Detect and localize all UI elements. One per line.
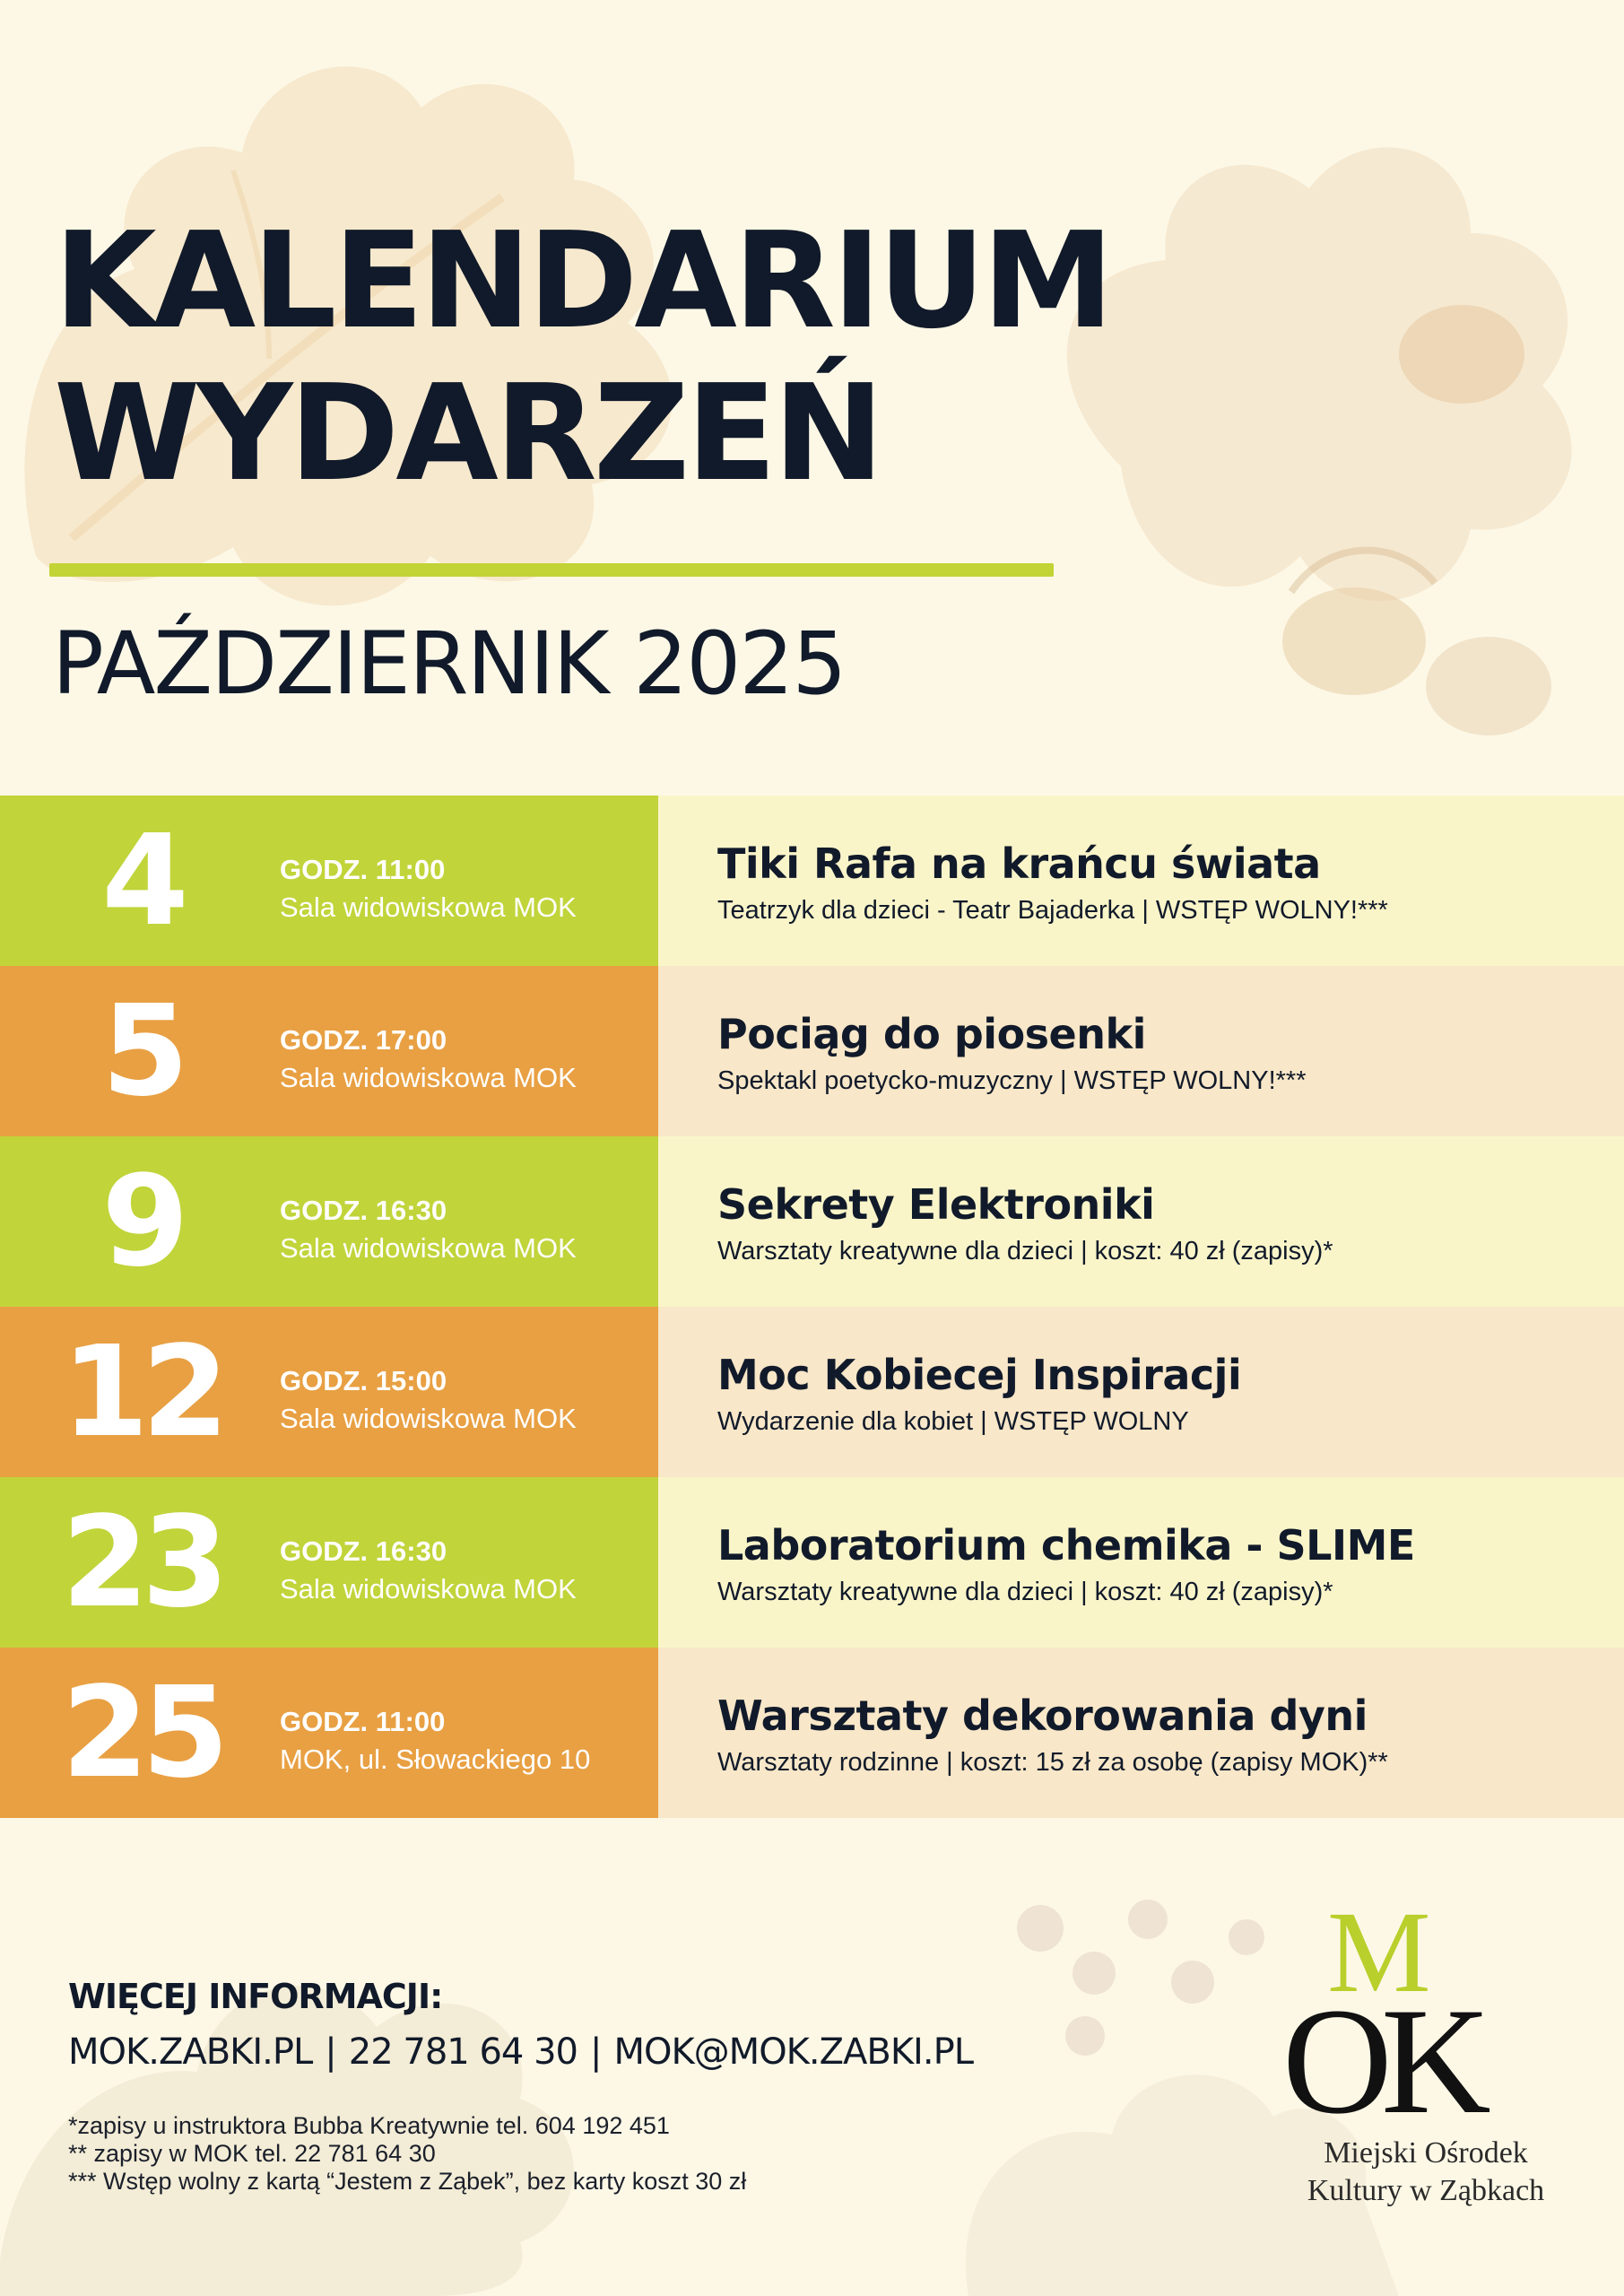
contact-heading: WIĘCEJ INFORMACJI: [68, 1977, 443, 2016]
event-date-cell [0, 1477, 658, 1648]
footnotes [68, 2112, 746, 2196]
event-place: Sala widowiskowa MOK [280, 1573, 577, 1605]
event-date-cell [0, 1307, 658, 1477]
event-date-cell [0, 796, 658, 966]
event-day: 9 [101, 1148, 182, 1295]
event-date-cell [0, 1136, 658, 1307]
event-row [0, 1477, 1624, 1648]
event-description: Spektakl poetycko-muzyczny | WSTĘP WOLNY!*** [717, 1066, 1307, 1095]
event-info-cell [658, 1307, 1624, 1477]
logo-caption-line-2: Kultury w Ząbkach [1307, 2174, 1545, 2207]
event-date-cell [0, 1648, 658, 1818]
event-time: GODZ. 15:00 [280, 1365, 447, 1396]
event-day: 25 [61, 1659, 222, 1806]
event-day: 23 [61, 1489, 222, 1636]
event-day: 5 [101, 978, 182, 1125]
event-info-cell [658, 796, 1624, 966]
contact-info [68, 1973, 973, 2079]
event-date-cell [0, 966, 658, 1136]
event-info-cell [658, 966, 1624, 1136]
event-description: Warsztaty kreatywne dla dzieci | koszt: 40 zł (zapisy)* [717, 1578, 1333, 1606]
footnote: *** Wstęp wolny z kartą “Jestem z Ząbek”, bez karty koszt 30 zł [68, 2168, 747, 2195]
event-name: Laboratorium chemika - SLIME [717, 1521, 1415, 1570]
website-link[interactable]: MOK.ZABKI.PL [68, 2031, 313, 2073]
event-day: 4 [101, 807, 182, 954]
event-time: GODZ. 16:30 [280, 1535, 447, 1567]
logo-caption [1255, 2135, 1596, 2210]
event-when [280, 1362, 577, 1438]
event-when [280, 1192, 577, 1267]
event-place: Sala widowiskowa MOK [280, 1062, 577, 1093]
contact-line [68, 2025, 973, 2079]
footnote: *zapisy u instruktora Bubba Kreatywnie tel. 604 192 451 [68, 2112, 670, 2139]
event-name: Tiki Rafa na krańcu świata [717, 839, 1321, 888]
event-details [717, 1518, 1415, 1612]
event-details [717, 1007, 1306, 1100]
event-place: Sala widowiskowa MOK [280, 1403, 577, 1434]
event-when [280, 1022, 577, 1097]
month-heading: PAŹDZIERNIK 2025 [52, 613, 846, 714]
separator: | [325, 2031, 336, 2073]
footnote: ** zapisy w MOK tel. 22 781 64 30 [68, 2140, 436, 2167]
event-place: Sala widowiskowa MOK [280, 1232, 577, 1264]
event-name: Moc Kobiecej Inspiracji [717, 1351, 1242, 1399]
event-details [717, 1348, 1241, 1441]
event-time: GODZ. 16:30 [280, 1195, 447, 1226]
event-info-cell [658, 1136, 1624, 1307]
poster-title [54, 204, 1110, 509]
event-details [717, 1689, 1388, 1782]
title-line-1: KALENDARIUM [54, 204, 1111, 358]
event-row [0, 1307, 1624, 1477]
svg-text:M: M [1327, 1906, 1431, 2017]
event-info-cell [658, 1648, 1624, 1818]
event-row [0, 1648, 1624, 1818]
event-name: Warsztaty dekorowania dyni [717, 1692, 1368, 1740]
event-name: Sekrety Elektroniki [717, 1180, 1155, 1229]
event-when [280, 1703, 590, 1779]
event-row [0, 796, 1624, 966]
event-description: Teatrzyk dla dzieci - Teatr Bajaderka | WSTĘP WOLNY!*** [717, 896, 1388, 925]
event-description: Warsztaty rodzinne | koszt: 15 zł za osobę (zapisy MOK)** [717, 1748, 1388, 1777]
svg-text:O: O [1282, 1977, 1393, 2145]
event-description: Wydarzenie dla kobiet | WSTĘP WOLNY [717, 1407, 1189, 1436]
event-details [717, 837, 1388, 930]
event-day: 12 [61, 1318, 222, 1465]
event-time: GODZ. 11:00 [280, 1706, 446, 1737]
email-link[interactable]: MOK@MOK.ZABKI.PL [613, 2031, 973, 2073]
events-table [0, 796, 1624, 1818]
event-row [0, 966, 1624, 1136]
event-info-cell [658, 1477, 1624, 1648]
phone-number[interactable]: 22 781 64 30 [348, 2031, 578, 2073]
event-row [0, 1136, 1624, 1307]
separator: | [589, 2031, 602, 2073]
event-description: Warsztaty kreatywne dla dzieci | koszt: 40 zł (zapisy)* [717, 1237, 1333, 1265]
event-name: Pociąg do piosenki [717, 1010, 1146, 1058]
event-place: Sala widowiskowa MOK [280, 891, 577, 923]
title-underline [49, 563, 1054, 577]
event-place: MOK, ul. Słowackiego 10 [280, 1744, 591, 1775]
title-line-2: WYDARZEŃ [54, 356, 881, 510]
event-time: GODZ. 11:00 [280, 854, 446, 885]
event-when [280, 1533, 577, 1608]
event-when [280, 851, 577, 926]
svg-text:K: K [1381, 1977, 1491, 2145]
logo-caption-line-1: Miejski Ośrodek [1324, 2136, 1528, 2170]
event-time: GODZ. 17:00 [280, 1024, 447, 1056]
event-details [717, 1178, 1333, 1271]
